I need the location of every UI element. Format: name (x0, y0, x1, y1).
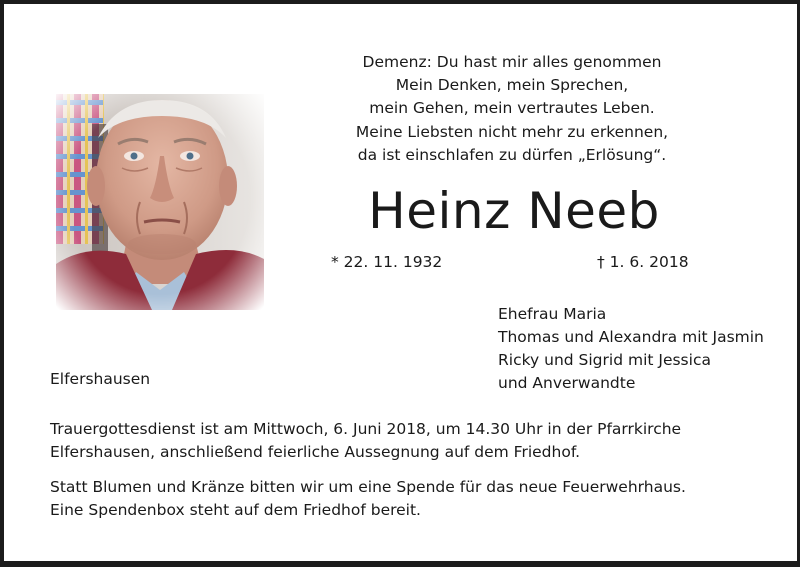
poem-line: Meine Liebsten nicht mehr zu erkennen, (355, 122, 669, 141)
poem-line: Demenz: Du hast mir alles genommen (362, 53, 662, 71)
donation-line: Statt Blumen und Kränze bitten wir um eine Spende für das neue Feuerwehrhaus. (50, 478, 686, 496)
birth-date: * 22. 11. 1932 (331, 253, 443, 271)
poem (322, 51, 702, 167)
portrait-photo (56, 94, 264, 310)
poem-line: mein Gehen, mein vertrautes Leben. (369, 99, 655, 118)
donation-request (50, 476, 770, 522)
deceased-name: Heinz Neeb (368, 182, 660, 240)
mourners-list (498, 303, 764, 395)
mourner-entry: Ehefrau Maria (498, 305, 607, 323)
donation-line: Eine Spendenbox steht auf dem Friedhof bereit. (50, 501, 421, 519)
mourner-entry: und Anverwandte (498, 374, 636, 392)
portrait-illustration (56, 94, 264, 310)
poem-line: da ist einschlafen zu dürfen „Erlösung“. (357, 145, 667, 164)
service-line: Trauergottesdienst ist am Mittwoch, 6. Juni 2018, um 14.30 Uhr in der Pfarrkirche (50, 420, 682, 438)
service-announcement (50, 418, 770, 464)
place-of-residence: Elfershausen (50, 370, 151, 388)
mourner-entry: Ricky und Sigrid mit Jessica (498, 351, 711, 369)
mourner-entry: Thomas und Alexandra mit Jasmin (498, 328, 764, 346)
service-line: Elfershausen, anschließend feierliche Aussegnung auf dem Friedhof. (50, 443, 581, 461)
poem-line: Mein Denken, mein Sprechen, (395, 76, 629, 95)
death-date: † 1. 6. 2018 (597, 253, 689, 271)
